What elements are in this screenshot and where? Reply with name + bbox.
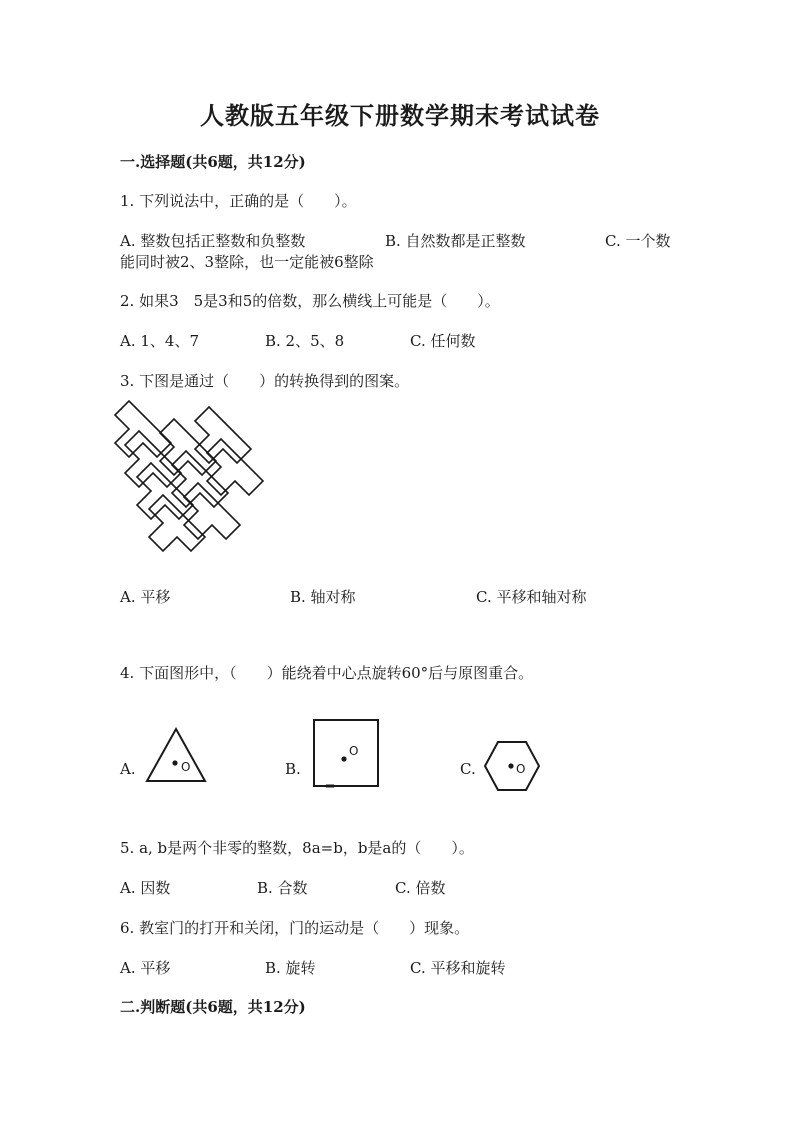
- hexagon-center-label: O: [516, 762, 526, 776]
- question-6-option-c[interactable]: C. 平移和旋转: [410, 959, 506, 977]
- triangle-center-label: O: [181, 760, 191, 774]
- square-figure: [312, 718, 380, 788]
- question-4-option-b[interactable]: B.: [285, 760, 301, 778]
- question-4-option-c[interactable]: C.: [460, 760, 476, 778]
- section-heading-choice: 一.选择题(共6题，共12分): [120, 153, 306, 171]
- question-5-option-c[interactable]: C. 倍数: [395, 879, 446, 897]
- question-5-stem: 5. a, b是两个非零的整数，8a=b，b是a的（ ）。: [120, 839, 474, 857]
- square-center-label: O: [349, 744, 359, 758]
- question-2-option-b[interactable]: B. 2、5、8: [265, 332, 345, 350]
- question-1-option-c-continuation: 能同时被2、3整除，也一定能被6整除: [120, 253, 374, 271]
- question-1-option-b[interactable]: B. 自然数都是正整数: [385, 232, 526, 250]
- tessellation-pattern-figure: [115, 415, 275, 545]
- question-1-stem: 1. 下列说法中，正确的是（ ）。: [120, 192, 357, 210]
- triangle-figure: [145, 727, 207, 785]
- question-5-option-a[interactable]: A. 因数: [120, 879, 171, 897]
- question-4-option-a[interactable]: A.: [120, 760, 136, 778]
- section-heading-judgement: 二.判断题(共6题，共12分): [120, 998, 306, 1016]
- question-1-option-a[interactable]: A. 整数包括正整数和负整数: [120, 232, 306, 250]
- question-3-option-c[interactable]: C. 平移和轴对称: [476, 588, 587, 606]
- question-5-option-b[interactable]: B. 合数: [257, 879, 308, 897]
- question-4-stem: 4. 下面图形中，（ ）能绕着中心点旋转60°后与原图重合。: [120, 664, 534, 682]
- question-6-stem: 6. 教室门的打开和关闭，门的运动是（ ）现象。: [120, 919, 470, 937]
- question-2-option-a[interactable]: A. 1、4、7: [120, 332, 199, 350]
- question-2-stem: 2. 如果3 5是3和5的倍数，那么横线上可能是（ ）。: [120, 292, 500, 310]
- hexagon-figure: [483, 740, 541, 792]
- question-3-option-b[interactable]: B. 轴对称: [290, 588, 356, 606]
- question-6-option-b[interactable]: B. 旋转: [265, 959, 316, 977]
- question-2-option-c[interactable]: C. 任何数: [410, 332, 476, 350]
- question-6-option-a[interactable]: A. 平移: [120, 959, 171, 977]
- page-title: 人教版五年级下册数学期末考试试卷: [200, 101, 600, 130]
- question-1-option-c[interactable]: C. 一个数: [605, 232, 671, 250]
- question-3-stem: 3. 下图是通过（ ）的转换得到的图案。: [120, 372, 410, 390]
- question-3-option-a[interactable]: A. 平移: [120, 588, 171, 606]
